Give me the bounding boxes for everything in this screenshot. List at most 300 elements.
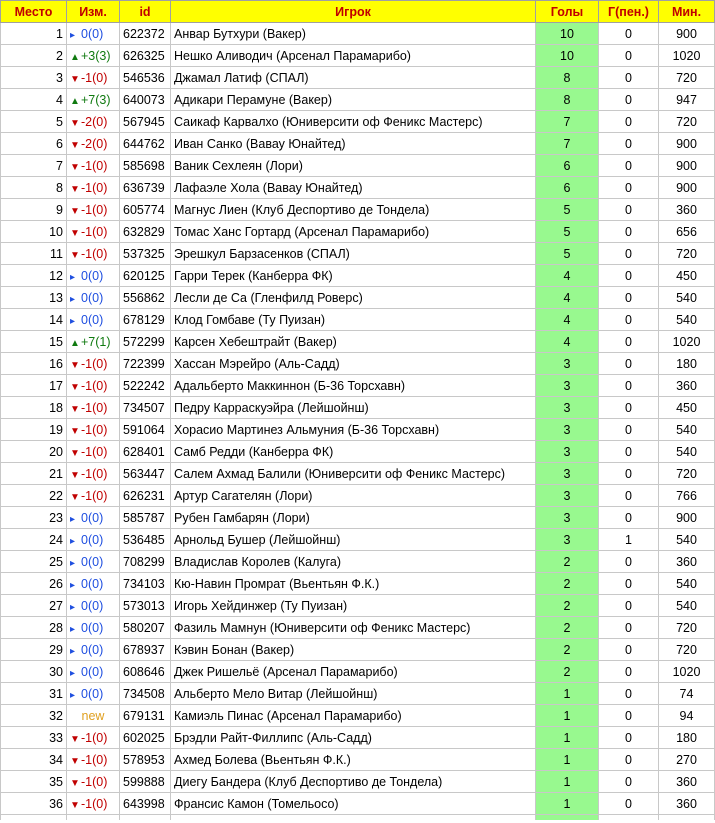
minutes-cell: 720	[659, 639, 715, 661]
minutes-cell: 360	[659, 375, 715, 397]
change-cell	[67, 221, 120, 243]
goals-cell: 8	[536, 67, 599, 89]
penalty-goals-cell: 0	[599, 243, 659, 265]
place-cell: 7	[1, 155, 67, 177]
penalty-goals-cell: 0	[599, 111, 659, 133]
penalty-goals-cell: 0	[599, 617, 659, 639]
table-row	[1, 727, 715, 749]
player-cell: Альберто Мело Витар (Лейшойнш)	[171, 683, 536, 705]
id-cell: 608646	[120, 661, 171, 683]
change-value: -1(0)	[81, 466, 108, 481]
change-cell	[67, 727, 120, 749]
minutes-cell: 720	[659, 463, 715, 485]
place-cell: 20	[1, 441, 67, 463]
place-cell: 29	[1, 639, 67, 661]
change-value: -1(0)	[81, 356, 108, 371]
player-cell: Томас Ханс Гортард (Арсенал Парамарибо)	[171, 221, 536, 243]
minutes-cell: 450	[659, 265, 715, 287]
place-cell: 16	[1, 353, 67, 375]
triangle-down-icon: ▼	[70, 73, 80, 85]
penalty-goals-cell: 0	[599, 221, 659, 243]
change-value: 0(0)	[81, 576, 104, 591]
place-cell: 21	[1, 463, 67, 485]
change-value: -1(0)	[81, 730, 108, 745]
id-cell: 563447	[120, 463, 171, 485]
id-cell: 734507	[120, 397, 171, 419]
player-cell: Адикари Перамуне (Вакер)	[171, 89, 536, 111]
table-row	[1, 111, 715, 133]
change-cell	[67, 639, 120, 661]
triangle-down-icon: ▼	[70, 161, 80, 173]
triangle-down-icon: ▼	[70, 117, 80, 129]
player-cell: Магнус Лиен (Клуб Деспортиво де Тондела)	[171, 199, 536, 221]
goals-cell: 3	[536, 485, 599, 507]
penalty-goals-cell: 0	[599, 199, 659, 221]
goals-cell: 8	[536, 89, 599, 111]
minutes-cell: 720	[659, 111, 715, 133]
minutes-cell: 900	[659, 133, 715, 155]
change-value: 0(0)	[81, 510, 104, 525]
table-row	[1, 397, 715, 419]
goals-cell: 3	[536, 463, 599, 485]
minutes-cell: 720	[659, 617, 715, 639]
penalty-goals-cell: 0	[599, 89, 659, 111]
minutes-cell: 540	[659, 441, 715, 463]
goals-cell: 5	[536, 243, 599, 265]
goals-cell: 4	[536, 265, 599, 287]
id-cell: 572299	[120, 331, 171, 353]
place-cell: 24	[1, 529, 67, 551]
change-cell	[67, 551, 120, 573]
change-value: -1(0)	[81, 752, 108, 767]
triangle-right-icon: ▸	[70, 271, 76, 283]
minutes-cell: 540	[659, 287, 715, 309]
place-cell: 34	[1, 749, 67, 771]
goals-cell: 10	[536, 45, 599, 67]
change-value: 0(0)	[81, 312, 104, 327]
goals-cell: 5	[536, 199, 599, 221]
goals-cell: 10	[536, 23, 599, 45]
id-cell: 626231	[120, 485, 171, 507]
change-cell	[67, 67, 120, 89]
place-cell: 13	[1, 287, 67, 309]
penalty-goals-cell: 0	[599, 771, 659, 793]
goals-cell: 2	[536, 617, 599, 639]
table-row	[1, 331, 715, 353]
place-cell: 3	[1, 67, 67, 89]
id-cell: 679131	[120, 705, 171, 727]
change-cell	[67, 661, 120, 683]
minutes-cell: 270	[659, 749, 715, 771]
change-cell	[67, 375, 120, 397]
minutes-cell: 540	[659, 309, 715, 331]
goals-cell: 4	[536, 331, 599, 353]
player-cell: Карсен Хебештрайт (Вакер)	[171, 331, 536, 353]
header-minutes[interactable]: Мин.	[659, 1, 715, 23]
goals-cell: 7	[536, 111, 599, 133]
table-row	[1, 419, 715, 441]
player-cell: Ваник Сехлеян (Лори)	[171, 155, 536, 177]
change-cell	[67, 331, 120, 353]
header-place[interactable]: Место	[1, 1, 67, 23]
id-cell: 556862	[120, 287, 171, 309]
change-value: -1(0)	[81, 444, 108, 459]
place-cell: 33	[1, 727, 67, 749]
goals-cell: 3	[536, 353, 599, 375]
penalty-goals-cell: 0	[599, 45, 659, 67]
table-row	[1, 639, 715, 661]
empty-cell	[536, 815, 599, 821]
player-cell: Артур Сагателян (Лори)	[171, 485, 536, 507]
minutes-cell: 360	[659, 793, 715, 815]
triangle-right-icon: ▸	[70, 293, 76, 305]
change-value: 0(0)	[81, 268, 104, 283]
change-value: 0(0)	[81, 686, 104, 701]
goals-cell: 2	[536, 551, 599, 573]
player-cell: Владислав Королев (Калуга)	[171, 551, 536, 573]
empty-cell	[67, 815, 120, 821]
change-cell	[67, 485, 120, 507]
player-cell: Ахмед Болева (Вьентьян Ф.К.)	[171, 749, 536, 771]
id-cell: 626325	[120, 45, 171, 67]
minutes-cell: 720	[659, 243, 715, 265]
change-value: +7(1)	[81, 334, 111, 349]
penalty-goals-cell: 0	[599, 375, 659, 397]
triangle-right-icon: ▸	[70, 623, 76, 635]
id-cell: 573013	[120, 595, 171, 617]
id-cell: 620125	[120, 265, 171, 287]
empty-cell	[659, 815, 715, 821]
place-cell: 23	[1, 507, 67, 529]
id-cell: 678129	[120, 309, 171, 331]
id-cell: 546536	[120, 67, 171, 89]
table-row	[1, 661, 715, 683]
player-cell: Самб Редди (Канберра ФК)	[171, 441, 536, 463]
place-cell: 35	[1, 771, 67, 793]
change-value: 0(0)	[81, 554, 104, 569]
penalty-goals-cell: 0	[599, 331, 659, 353]
penalty-goals-cell: 0	[599, 265, 659, 287]
triangle-down-icon: ▼	[70, 205, 80, 217]
change-cell	[67, 419, 120, 441]
penalty-goals-cell: 0	[599, 23, 659, 45]
change-value: 0(0)	[81, 664, 104, 679]
change-cell	[67, 595, 120, 617]
triangle-up-icon: ▲	[70, 337, 80, 349]
penalty-goals-cell: 0	[599, 749, 659, 771]
change-value: -1(0)	[81, 488, 108, 503]
place-cell: 12	[1, 265, 67, 287]
table-row	[1, 89, 715, 111]
minutes-cell: 540	[659, 419, 715, 441]
triangle-right-icon: ▸	[70, 601, 76, 613]
table-row	[1, 177, 715, 199]
table-row	[1, 287, 715, 309]
place-cell: 26	[1, 573, 67, 595]
id-cell: 537325	[120, 243, 171, 265]
change-cell	[67, 573, 120, 595]
triangle-right-icon: ▸	[70, 579, 76, 591]
player-cell: Клод Гомбаве (Ту Пуизан)	[171, 309, 536, 331]
id-cell: 628401	[120, 441, 171, 463]
place-cell: 22	[1, 485, 67, 507]
triangle-down-icon: ▼	[70, 469, 80, 481]
table-row	[1, 353, 715, 375]
change-cell	[67, 243, 120, 265]
table-body	[1, 23, 715, 821]
table-row	[1, 265, 715, 287]
player-cell: Педру Карраскуэйра (Лейшойнш)	[171, 397, 536, 419]
player-cell: Хассан Мэрейро (Аль-Садд)	[171, 353, 536, 375]
goals-cell: 3	[536, 397, 599, 419]
change-cell	[67, 23, 120, 45]
change-value: -1(0)	[81, 422, 108, 437]
place-cell: 1	[1, 23, 67, 45]
change-cell	[67, 89, 120, 111]
goals-cell: 2	[536, 661, 599, 683]
id-cell: 644762	[120, 133, 171, 155]
minutes-cell: 360	[659, 551, 715, 573]
goals-cell: 3	[536, 441, 599, 463]
empty-cell	[120, 815, 171, 821]
id-cell: 605774	[120, 199, 171, 221]
minutes-cell: 720	[659, 67, 715, 89]
place-cell: 10	[1, 221, 67, 243]
id-cell: 578953	[120, 749, 171, 771]
triangle-right-icon: ▸	[70, 667, 76, 679]
goals-cell: 1	[536, 683, 599, 705]
penalty-goals-cell: 0	[599, 419, 659, 441]
header-player[interactable]: Игрок	[171, 1, 536, 23]
player-cell: Анвар Бутхури (Вакер)	[171, 23, 536, 45]
change-cell	[67, 155, 120, 177]
triangle-down-icon: ▼	[70, 425, 80, 437]
minutes-cell: 900	[659, 507, 715, 529]
header-penalty-goals[interactable]: Г(пен.)	[599, 1, 659, 23]
penalty-goals-cell: 0	[599, 683, 659, 705]
table-row	[1, 463, 715, 485]
change-cell	[67, 793, 120, 815]
table-row	[1, 45, 715, 67]
triangle-right-icon: ▸	[70, 689, 76, 701]
triangle-down-icon: ▼	[70, 227, 80, 239]
header-id[interactable]: id	[120, 1, 171, 23]
goals-cell: 5	[536, 221, 599, 243]
change-cell	[67, 771, 120, 793]
triangle-down-icon: ▼	[70, 491, 80, 503]
change-cell	[67, 309, 120, 331]
change-value: -1(0)	[81, 70, 108, 85]
goals-cell: 4	[536, 309, 599, 331]
goals-cell: 1	[536, 705, 599, 727]
player-cell: Хорасио Мартинез Альмуния (Б-36 Торсхавн)	[171, 419, 536, 441]
change-cell	[67, 287, 120, 309]
triangle-right-icon: ▸	[70, 315, 76, 327]
id-cell: 585698	[120, 155, 171, 177]
goals-cell: 7	[536, 133, 599, 155]
table-row	[1, 441, 715, 463]
place-cell: 17	[1, 375, 67, 397]
penalty-goals-cell: 1	[599, 529, 659, 551]
change-value: -2(0)	[81, 136, 108, 151]
penalty-goals-cell: 0	[599, 353, 659, 375]
player-cell: Кэвин Бонан (Вакер)	[171, 639, 536, 661]
triangle-down-icon: ▼	[70, 799, 80, 811]
change-value: 0(0)	[81, 290, 104, 305]
change-value: 0(0)	[81, 26, 104, 41]
penalty-goals-cell: 0	[599, 397, 659, 419]
change-value: 0(0)	[81, 620, 104, 635]
minutes-cell: 360	[659, 771, 715, 793]
table-row	[1, 551, 715, 573]
triangle-up-icon: ▲	[70, 95, 80, 107]
table-row	[1, 375, 715, 397]
minutes-cell: 900	[659, 177, 715, 199]
minutes-cell: 1020	[659, 331, 715, 353]
change-cell	[67, 749, 120, 771]
change-cell	[67, 45, 120, 67]
triangle-down-icon: ▼	[70, 359, 80, 371]
place-cell: 15	[1, 331, 67, 353]
change-cell	[67, 177, 120, 199]
change-cell	[67, 529, 120, 551]
player-cell: Камиэль Пинас (Арсенал Парамарибо)	[171, 705, 536, 727]
change-value: -1(0)	[81, 378, 108, 393]
change-cell	[67, 133, 120, 155]
empty-cell	[599, 815, 659, 821]
place-cell: 31	[1, 683, 67, 705]
player-cell: Рубен Гамбарян (Лори)	[171, 507, 536, 529]
id-cell: 678937	[120, 639, 171, 661]
player-cell: Игорь Хейдинжер (Ту Пуизан)	[171, 595, 536, 617]
change-value: -1(0)	[81, 796, 108, 811]
place-cell: 6	[1, 133, 67, 155]
minutes-cell: 540	[659, 573, 715, 595]
id-cell: 599888	[120, 771, 171, 793]
triangle-right-icon: ▸	[70, 645, 76, 657]
table-row	[1, 507, 715, 529]
place-cell: 30	[1, 661, 67, 683]
penalty-goals-cell: 0	[599, 67, 659, 89]
penalty-goals-cell: 0	[599, 661, 659, 683]
minutes-cell: 180	[659, 727, 715, 749]
place-cell: 27	[1, 595, 67, 617]
penalty-goals-cell: 0	[599, 793, 659, 815]
triangle-right-icon: ▸	[70, 29, 76, 41]
table-row	[1, 155, 715, 177]
minutes-cell: 94	[659, 705, 715, 727]
id-cell: 636739	[120, 177, 171, 199]
id-cell: 585787	[120, 507, 171, 529]
minutes-cell: 180	[659, 353, 715, 375]
player-cell: Брэдли Райт-Филлипс (Аль-Садд)	[171, 727, 536, 749]
id-cell: 734103	[120, 573, 171, 595]
table-row	[1, 221, 715, 243]
penalty-goals-cell: 0	[599, 155, 659, 177]
triangle-down-icon: ▼	[70, 777, 80, 789]
minutes-cell: 1020	[659, 661, 715, 683]
player-cell: Нешко Аливодич (Арсенал Парамарибо)	[171, 45, 536, 67]
place-cell: 14	[1, 309, 67, 331]
minutes-cell: 540	[659, 595, 715, 617]
change-value: -1(0)	[81, 158, 108, 173]
triangle-right-icon: ▸	[70, 535, 76, 547]
penalty-goals-cell: 0	[599, 573, 659, 595]
id-cell: 591064	[120, 419, 171, 441]
player-cell: Иван Санко (Вавау Юнайтед)	[171, 133, 536, 155]
change-value: 0(0)	[81, 532, 104, 547]
change-cell	[67, 617, 120, 639]
empty-cell	[1, 815, 67, 821]
goals-cell: 1	[536, 749, 599, 771]
penalty-goals-cell: 0	[599, 441, 659, 463]
goals-cell: 6	[536, 155, 599, 177]
minutes-cell: 540	[659, 529, 715, 551]
id-cell: 567945	[120, 111, 171, 133]
table-row-partial	[1, 815, 715, 821]
penalty-goals-cell: 0	[599, 309, 659, 331]
player-cell: Лафаэле Хола (Вавау Юнайтед)	[171, 177, 536, 199]
penalty-goals-cell: 0	[599, 485, 659, 507]
header-goals[interactable]: Голы	[536, 1, 599, 23]
player-cell: Диегу Бандера (Клуб Деспортиво де Тондела)	[171, 771, 536, 793]
change-value: +7(3)	[81, 92, 111, 107]
penalty-goals-cell: 0	[599, 727, 659, 749]
change-value: -1(0)	[81, 202, 108, 217]
minutes-cell: 450	[659, 397, 715, 419]
place-cell: 2	[1, 45, 67, 67]
triangle-down-icon: ▼	[70, 249, 80, 261]
change-cell	[67, 463, 120, 485]
table-row	[1, 23, 715, 45]
minutes-cell: 360	[659, 199, 715, 221]
table-row	[1, 199, 715, 221]
place-cell: 28	[1, 617, 67, 639]
table-row	[1, 485, 715, 507]
triangle-down-icon: ▼	[70, 381, 80, 393]
id-cell: 622372	[120, 23, 171, 45]
change-cell	[67, 507, 120, 529]
table-row	[1, 617, 715, 639]
triangle-down-icon: ▼	[70, 183, 80, 195]
triangle-down-icon: ▼	[70, 403, 80, 415]
minutes-cell: 766	[659, 485, 715, 507]
player-cell: Эрешкул Барзасенков (СПАЛ)	[171, 243, 536, 265]
change-cell	[67, 199, 120, 221]
table-row	[1, 309, 715, 331]
new-entry-label: new	[81, 708, 105, 723]
goals-cell: 3	[536, 375, 599, 397]
place-cell: 32	[1, 705, 67, 727]
goals-cell: 2	[536, 595, 599, 617]
player-cell: Саикаф Карвалхо (Юниверсити оф Феникс Мастерс)	[171, 111, 536, 133]
player-cell: Джек Ришельё (Арсенал Парамарибо)	[171, 661, 536, 683]
id-cell: 580207	[120, 617, 171, 639]
player-cell: Адальберто Маккиннон (Б-36 Торсхавн)	[171, 375, 536, 397]
id-cell: 640073	[120, 89, 171, 111]
goals-cell: 6	[536, 177, 599, 199]
goals-cell: 3	[536, 419, 599, 441]
player-cell: Лесли де Са (Гленфилд Роверс)	[171, 287, 536, 309]
change-cell	[67, 397, 120, 419]
player-cell: Джамал Латиф (СПАЛ)	[171, 67, 536, 89]
penalty-goals-cell: 0	[599, 177, 659, 199]
player-cell: Гарри Терек (Канберра ФК)	[171, 265, 536, 287]
header-change[interactable]: Изм.	[67, 1, 120, 23]
id-cell: 602025	[120, 727, 171, 749]
change-cell	[67, 683, 120, 705]
player-cell: Арнольд Бушер (Лейшойнш)	[171, 529, 536, 551]
